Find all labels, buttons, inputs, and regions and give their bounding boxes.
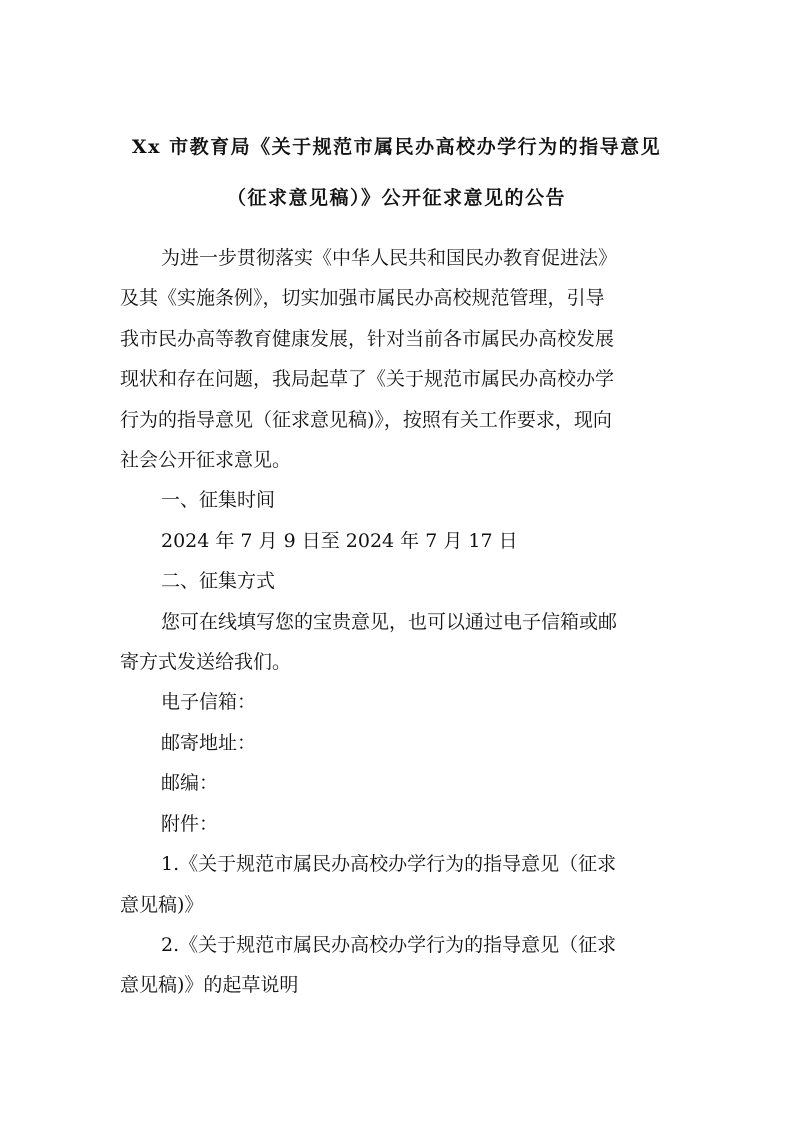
attachments-label: 附件： (161, 812, 219, 835)
section2-line: 您可在线填写您的宝贵意见，也可以通过电子信箱或邮 (161, 610, 618, 633)
attachment-1 (120, 844, 675, 925)
address-label: 邮寄地址： (161, 731, 257, 754)
attachment-1-line: 1.《关于规范市属民办高校办学行为的指导意见（征求 (161, 853, 617, 876)
title-line-2: （征求意见稿）》公开征求意见的公告 (226, 187, 566, 209)
section2-paragraph (120, 602, 675, 683)
intro-line: 行为的指导意见（征求意见稿)》，按照有关工作要求，现向 (120, 408, 612, 431)
section2-line: 寄方式发送给我们。 (120, 651, 292, 674)
intro-line: 为进一步贯彻落实《中华人民共和国民办教育促进法》 (161, 247, 618, 269)
intro-line: 现状和存在问题，我局起草了《关于规范市属民办高校办学 (120, 368, 615, 391)
postcode-label: 邮编： (161, 772, 219, 795)
intro-line: 我市民办高等教育健康发展，针对当前各市属民办高校发展 (120, 327, 615, 350)
section1-heading: 一、征集时间 (161, 489, 276, 512)
attachment-2 (120, 925, 675, 1006)
title-line-1: Xx 市教育局《关于规范市属民办高校办学行为的指导意见 (131, 136, 662, 158)
intro-line: 社会公开征求意见。 (120, 449, 292, 472)
email-label: 电子信箱： (161, 691, 257, 714)
intro-paragraph (120, 238, 675, 480)
section1-content: 2024 年 7 月 9 日至 2024 年 7 月 17 日 (161, 529, 518, 552)
document-title (80, 122, 713, 224)
attachment-1-line: 意见稿)》 (120, 893, 204, 916)
document-body (120, 238, 675, 1006)
intro-line: 及其《实施条例》，切实加强市属民办高校规范管理，引导 (120, 287, 605, 310)
attachment-2-line: 2.《关于规范市属民办高校办学行为的指导意见（征求 (161, 933, 617, 956)
section2-heading: 二、征集方式 (161, 570, 276, 593)
attachment-2-line: 意见稿)》的起草说明 (120, 974, 299, 997)
